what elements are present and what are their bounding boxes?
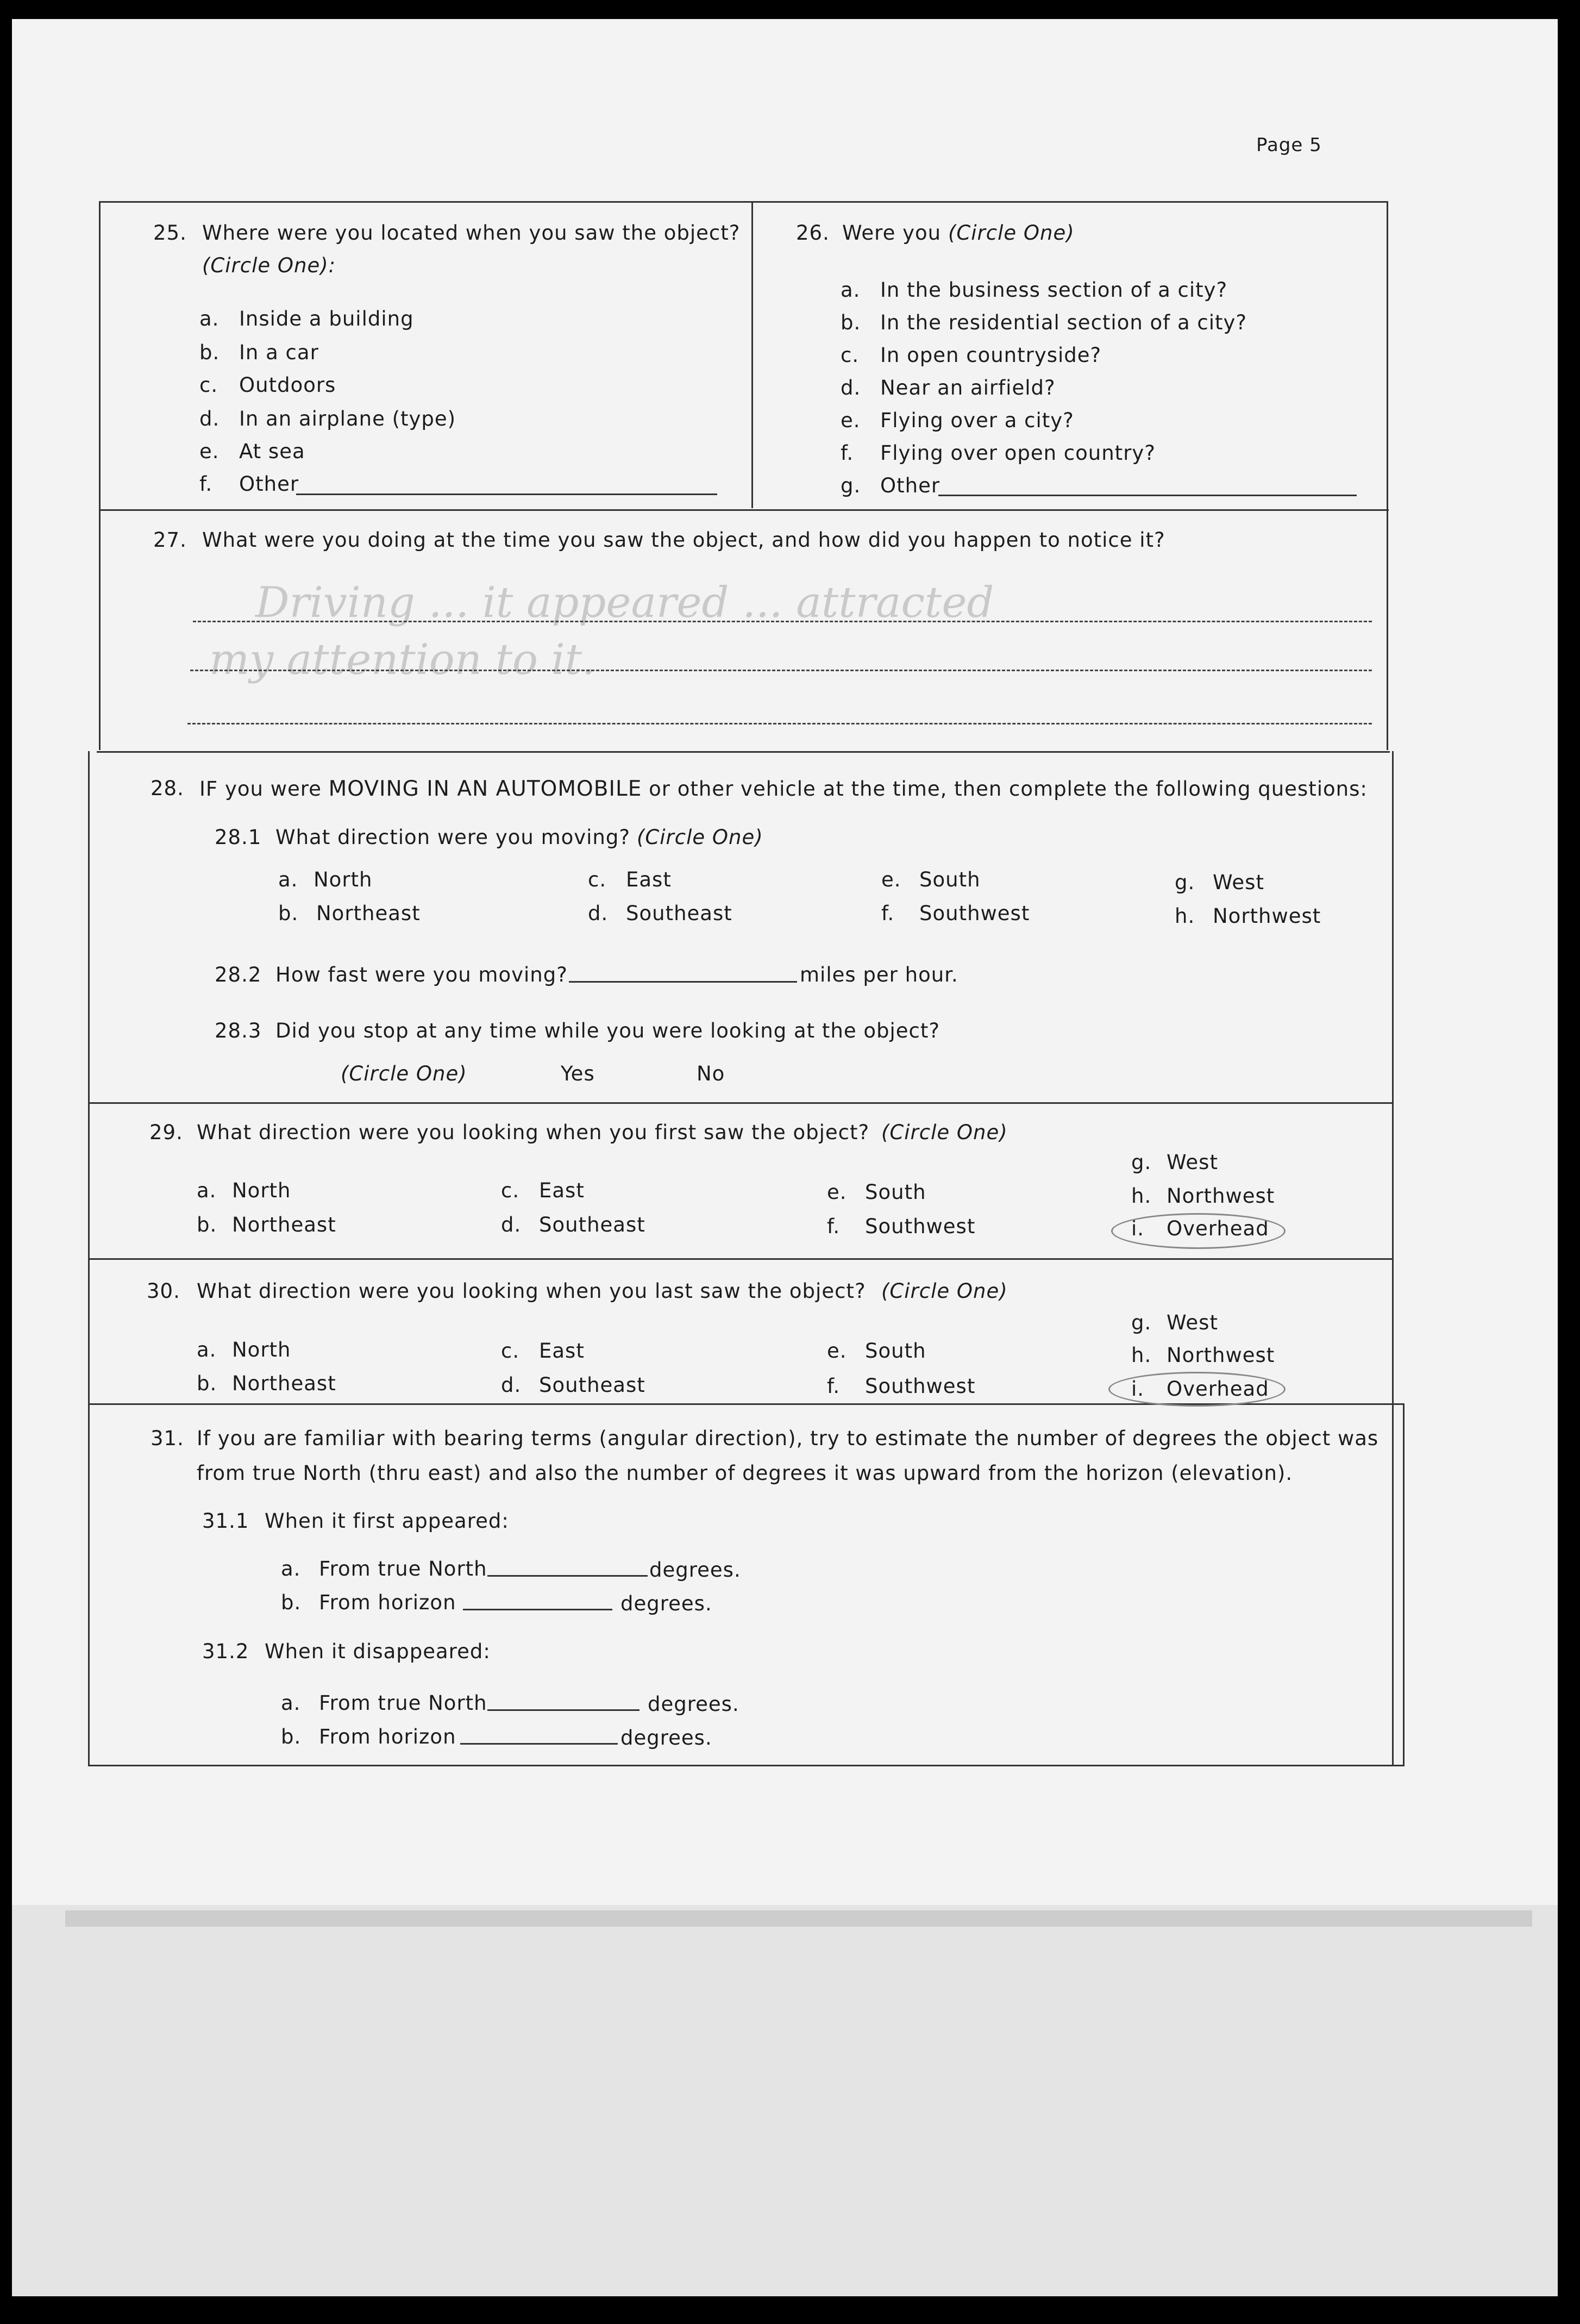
q28-2-number: 28.2 — [215, 963, 262, 986]
q31-1-a-unit: degrees. — [649, 1558, 741, 1582]
q31-2-b-unit: degrees. — [620, 1726, 712, 1750]
q29-option-c-letter[interactable]: c. — [501, 1179, 520, 1202]
q26-option-b-text[interactable]: In the residential section of a city? — [880, 311, 1247, 334]
q29-option-d-letter[interactable]: d. — [501, 1213, 522, 1236]
q26-question: Were you — [842, 221, 942, 245]
q26-option-a-text[interactable]: In the business section of a city? — [880, 278, 1228, 302]
q26-option-d-letter[interactable]: d. — [841, 376, 861, 399]
q28-2-unit: miles per hour. — [800, 963, 958, 986]
q29-option-d-text[interactable]: Southeast — [539, 1213, 645, 1236]
q29-option-f-text[interactable]: Southwest — [865, 1215, 976, 1238]
form-right-border-upper — [1387, 201, 1388, 750]
q30-option-g-letter[interactable]: g. — [1131, 1311, 1152, 1334]
q25-option-a-letter[interactable]: a. — [199, 307, 220, 330]
q25-question: Where were you located when you saw the object? — [202, 221, 741, 245]
q25-option-e-letter[interactable]: e. — [199, 440, 220, 463]
q28-1-option-e-letter[interactable]: e. — [881, 868, 901, 891]
q31-1-question: When it first appeared: — [265, 1509, 509, 1533]
q28-1-circle-instruction: (Circle One) — [637, 826, 763, 849]
q27-answer-line-1[interactable] — [193, 621, 1372, 622]
q30-option-c-letter[interactable]: c. — [501, 1339, 520, 1363]
q25-other-line[interactable] — [296, 493, 717, 495]
q26-option-e-letter[interactable]: e. — [841, 409, 861, 432]
q29-option-a-letter[interactable]: a. — [197, 1179, 217, 1202]
q25-q26-divider — [751, 201, 753, 508]
page-edge-shadow — [65, 1910, 1532, 1927]
q28-number: 28. — [151, 777, 184, 800]
q29-question: What direction were you looking when you first saw the object? — [197, 1121, 870, 1144]
q29-option-a-text[interactable]: North — [232, 1179, 291, 1202]
q29-option-b-text[interactable]: Northeast — [232, 1213, 336, 1236]
row-divider-29 — [88, 1102, 1392, 1104]
q31-1-b-unit: degrees. — [620, 1592, 712, 1615]
q28-1-option-h-text[interactable]: Northwest — [1213, 904, 1321, 928]
q26-other-line[interactable] — [938, 495, 1357, 496]
q28-3-question: Did you stop at any time while you were looking at the object? — [275, 1019, 941, 1042]
q29-option-e-text[interactable]: South — [865, 1180, 926, 1204]
q30-option-h-text[interactable]: Northwest — [1167, 1344, 1275, 1367]
q29-option-e-letter[interactable]: e. — [827, 1180, 847, 1204]
q31-intro-line-1: If you are familiar with bearing terms (angular direction), try to estimate the number of degrees the object was — [197, 1427, 1379, 1450]
q28-1-option-g-text[interactable]: West — [1213, 871, 1264, 894]
form-right-border-lower — [1392, 751, 1394, 1765]
q31-1-b-degrees-line[interactable] — [463, 1609, 612, 1610]
q27-answer-line-3[interactable] — [187, 723, 1372, 724]
q28-1-option-f-letter[interactable]: f. — [881, 902, 895, 925]
q30-option-e-letter[interactable]: e. — [827, 1339, 847, 1363]
q30-option-c-text[interactable]: East — [539, 1339, 585, 1363]
q27-handwritten-answer-1: Driving ... it appeared ... attracted — [255, 578, 994, 627]
q31-2-a-letter: a. — [281, 1691, 301, 1715]
q30-option-b-letter[interactable]: b. — [197, 1372, 217, 1395]
q25-option-c-text[interactable]: Outdoors — [239, 373, 336, 397]
q26-option-b-letter[interactable]: b. — [841, 311, 861, 334]
q28-1-option-c-letter[interactable]: c. — [588, 868, 607, 891]
q26-option-c-letter[interactable]: c. — [841, 343, 860, 367]
q26-option-c-text[interactable]: In open countryside? — [880, 343, 1102, 367]
q31-2-number: 31.2 — [202, 1640, 249, 1663]
q25-option-c-letter[interactable]: c. — [199, 373, 218, 397]
row-divider-28 — [97, 751, 1390, 753]
q30-option-g-text[interactable]: West — [1167, 1311, 1218, 1334]
form-page — [12, 19, 1558, 1905]
q28-1-option-g-letter[interactable]: g. — [1175, 871, 1195, 894]
q31-1-a-letter: a. — [281, 1557, 301, 1580]
q28-question-caps: MOVING IN AN AUTOMOBILE — [328, 777, 642, 801]
q30-overhead-circled-mark — [1108, 1372, 1286, 1407]
q25-option-e-text[interactable]: At sea — [239, 440, 305, 463]
q26-option-a-letter[interactable]: a. — [841, 278, 861, 302]
q30-option-e-text[interactable]: South — [865, 1339, 926, 1363]
q28-question-post: or other vehicle at the time, then complete the following questions: — [642, 777, 1368, 801]
form-right-border-31 — [1403, 1403, 1405, 1765]
q25-option-d-letter[interactable]: d. — [199, 407, 220, 430]
q29-option-f-letter[interactable]: f. — [827, 1215, 841, 1238]
q29-option-i-text[interactable]: Overhead — [1167, 1217, 1269, 1240]
q31-1-a-degrees-line[interactable] — [487, 1575, 648, 1577]
form-left-border-upper — [99, 201, 101, 750]
q28-1-question: What direction were you moving? — [275, 826, 631, 849]
q28-1-number: 28.1 — [215, 826, 262, 849]
q28-1-option-f-text[interactable]: Southwest — [919, 902, 1030, 925]
q26-option-e-text[interactable]: Flying over a city? — [880, 409, 1074, 432]
q28-1-option-b-text[interactable]: Northeast — [316, 902, 421, 925]
q28-1-option-a-text[interactable]: North — [314, 868, 373, 891]
q28-3-no[interactable]: No — [697, 1062, 725, 1085]
q29-overhead-circled-mark — [1111, 1213, 1286, 1249]
q31-2-b-text: From horizon — [319, 1725, 456, 1748]
q25-option-f-text[interactable]: Other — [239, 472, 299, 496]
page-number: Page 5 — [1256, 134, 1322, 156]
q29-option-b-letter[interactable]: b. — [197, 1213, 217, 1236]
q28-question-pre: IF you were — [199, 777, 329, 801]
q31-1-a-text: From true North — [319, 1557, 487, 1580]
q29-option-g-letter[interactable]: g. — [1131, 1151, 1152, 1174]
q30-option-i-text[interactable]: Overhead — [1167, 1377, 1269, 1401]
q30-option-h-letter[interactable]: h. — [1131, 1344, 1152, 1367]
q28-1-option-d-letter[interactable]: d. — [588, 902, 609, 925]
q28-3-number: 28.3 — [215, 1019, 262, 1042]
row-divider-27 — [99, 509, 1389, 511]
q31-intro-line-2: from true North (thru east) and also the number of degrees it was upward from the horizon (elevation). — [197, 1461, 1293, 1485]
q30-option-f-text[interactable]: Southwest — [865, 1375, 976, 1398]
q27-handwritten-answer-2: my attention to it. — [209, 635, 595, 684]
q28-1-option-h-letter[interactable]: h. — [1175, 904, 1195, 928]
q28-1-option-e-text[interactable]: South — [919, 868, 981, 891]
q26-option-d-text[interactable]: Near an airfield? — [880, 376, 1056, 399]
q28-1-option-b-letter[interactable]: b. — [278, 902, 299, 925]
q31-2-b-letter: b. — [281, 1725, 302, 1748]
q29-option-i-letter[interactable]: i. — [1131, 1217, 1145, 1240]
q28-1-option-a-letter[interactable]: a. — [278, 868, 298, 891]
q31-number: 31. — [151, 1427, 184, 1450]
q28-question — [199, 778, 1368, 799]
q26-option-g-letter[interactable]: g. — [841, 474, 861, 497]
q29-option-c-text[interactable]: East — [539, 1179, 585, 1202]
form-bottom-border — [88, 1765, 1405, 1766]
q31-2-a-unit: degrees. — [648, 1692, 739, 1716]
q25-option-d-text[interactable]: In an airplane (type) — [239, 407, 456, 430]
q31-2-a-degrees-line[interactable] — [487, 1709, 639, 1711]
q30-option-d-letter[interactable]: d. — [501, 1373, 522, 1397]
q27-number: 27. — [153, 528, 187, 552]
q27-question: What were you doing at the time you saw the object, and how did you happen to notice it? — [202, 528, 1165, 552]
q30-option-d-text[interactable]: Southeast — [539, 1373, 645, 1397]
q30-question: What direction were you looking when you last saw the object? — [197, 1279, 866, 1303]
q31-2-b-degrees-line[interactable] — [460, 1743, 618, 1745]
q25-option-b-letter[interactable]: b. — [199, 341, 220, 364]
lower-page-margin — [12, 1905, 1558, 2296]
q31-2-question: When it disappeared: — [265, 1640, 491, 1663]
q26-option-f-text[interactable]: Flying over open country? — [880, 441, 1156, 465]
q27-answer-line-2[interactable] — [190, 670, 1372, 671]
q28-3-yes[interactable]: Yes — [561, 1062, 595, 1085]
q30-option-a-text[interactable]: North — [232, 1338, 291, 1361]
q29-option-h-letter[interactable]: h. — [1131, 1184, 1152, 1208]
q30-option-a-letter[interactable]: a. — [197, 1338, 217, 1361]
q30-circle-instruction: (Circle One) — [881, 1279, 1008, 1303]
q26-circle-instruction: (Circle One) — [948, 221, 1075, 245]
q25-option-b-text[interactable]: In a car — [239, 341, 319, 364]
q29-option-g-text[interactable]: West — [1167, 1151, 1218, 1174]
q31-1-b-text: From horizon — [319, 1591, 456, 1614]
q28-1-option-c-text[interactable]: East — [626, 868, 672, 891]
form-top-border — [99, 201, 1387, 203]
q30-option-b-text[interactable]: Northeast — [232, 1372, 336, 1395]
q30-option-f-letter[interactable]: f. — [827, 1375, 841, 1398]
q25-option-f-letter[interactable]: f. — [199, 472, 213, 496]
q30-number: 30. — [147, 1279, 180, 1303]
q29-number: 29. — [149, 1121, 183, 1144]
q28-1-option-d-text[interactable]: Southeast — [626, 902, 732, 925]
q25-option-a-text[interactable]: Inside a building — [239, 307, 414, 330]
q28-3-circle-instruction: (Circle One) — [341, 1062, 467, 1085]
q29-circle-instruction: (Circle One) — [881, 1121, 1008, 1144]
q29-option-h-text[interactable]: Northwest — [1167, 1184, 1275, 1208]
q25-number: 25. — [153, 221, 187, 245]
q25-circle-instruction: (Circle One): — [202, 254, 336, 277]
q31-1-b-letter: b. — [281, 1591, 302, 1614]
q28-2-speed-line[interactable] — [569, 981, 797, 983]
q30-option-i-letter[interactable]: i. — [1131, 1377, 1145, 1401]
q26-option-g-text[interactable]: Other — [880, 474, 941, 497]
q26-number: 26. — [796, 221, 830, 245]
q31-1-number: 31.1 — [202, 1509, 249, 1533]
q28-2-question: How fast were you moving? — [275, 963, 568, 986]
q26-option-f-letter[interactable]: f. — [841, 441, 854, 465]
row-divider-30 — [88, 1258, 1392, 1260]
q31-2-a-text: From true North — [319, 1691, 487, 1715]
